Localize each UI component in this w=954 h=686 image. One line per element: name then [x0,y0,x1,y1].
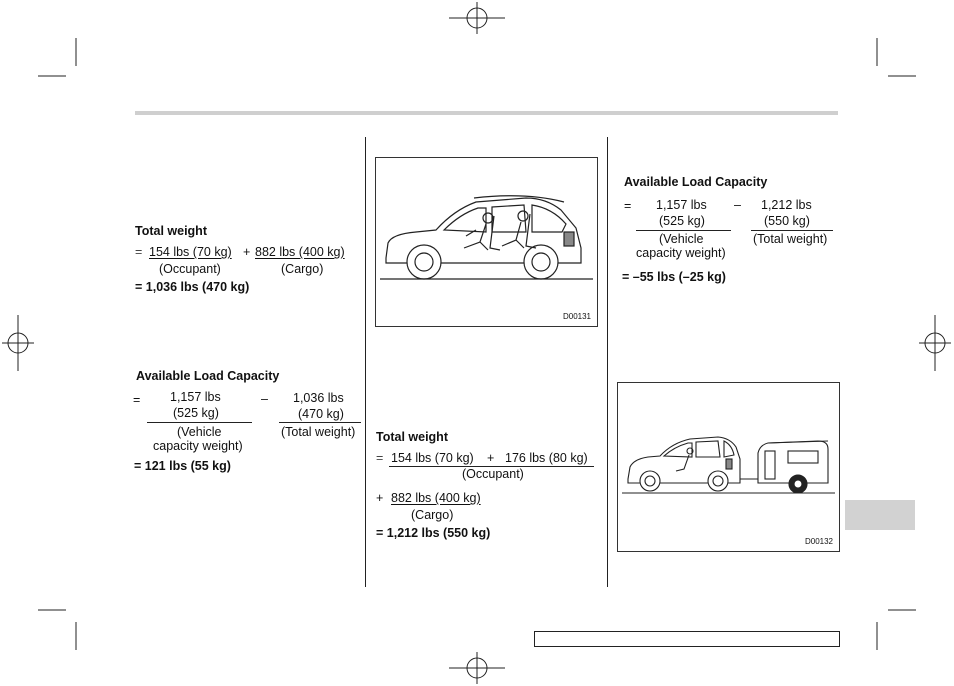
heading: Available Load Capacity [136,369,280,383]
occupant-value: 154 lbs (70 kg) [149,245,232,259]
result: = 121 lbs (55 kg) [134,459,231,473]
cargo-value: 882 lbs (400 kg) [255,245,345,259]
vehicle-label-2: capacity weight) [153,439,243,453]
occupant-label: (Occupant) [159,262,221,276]
minus-sign: – [261,392,268,406]
side-tab [845,500,915,530]
result: = –55 lbs (–25 kg) [622,270,726,284]
equals-sign: = [624,199,632,213]
column-divider [365,137,366,587]
vehicle-kg: (525 kg) [173,406,219,420]
total-label: (Total weight) [753,232,828,246]
vehicle-lbs: 1,157 lbs [170,390,221,404]
occupant-label: (Occupant) [462,467,524,481]
column-divider [607,137,608,587]
result: = 1,212 lbs (550 kg) [376,526,491,540]
total-lbs: 1,036 lbs [293,391,344,405]
total-label: (Total weight) [281,425,356,439]
total-kg: (550 kg) [764,214,810,228]
vehicle-kg: (525 kg) [659,214,705,228]
vehicle-label-2: capacity weight) [636,246,726,260]
car-side-illustration [376,158,597,326]
figure-car-trailer [617,382,840,552]
figure-code: D00132 [804,537,833,546]
minus-sign: – [734,198,741,212]
car-trailer-illustration [618,383,839,551]
equals-sign: = [135,245,143,259]
cargo-value: 882 lbs (400 kg) [391,491,481,505]
plus-sign-2: + [376,491,384,505]
plus-sign: + [243,245,251,259]
heading: Available Load Capacity [624,175,768,189]
vehicle-lbs: 1,157 lbs [656,198,707,212]
heading: Total weight [376,430,448,444]
result: = 1,036 lbs (470 kg) [135,280,250,294]
heading: Total weight [135,224,207,238]
page-footer-box [534,631,840,647]
occupant-2-value: 176 lbs (80 kg) [505,451,588,465]
total-lbs: 1,212 lbs [761,198,812,212]
header-bar [135,111,838,115]
total-kg: (470 kg) [298,407,344,421]
plus-sign: + [487,451,495,465]
occupant-1-value: 154 lbs (70 kg) [391,451,474,465]
figure-car-occupants [375,157,598,327]
vehicle-label-1: (Vehicle [659,232,704,246]
cargo-label: (Cargo) [411,508,454,522]
vehicle-label-1: (Vehicle [177,425,222,439]
equals-sign: = [133,393,141,407]
figure-code: D00131 [562,312,591,321]
equals-sign: = [376,451,384,465]
cargo-label: (Cargo) [281,262,324,276]
